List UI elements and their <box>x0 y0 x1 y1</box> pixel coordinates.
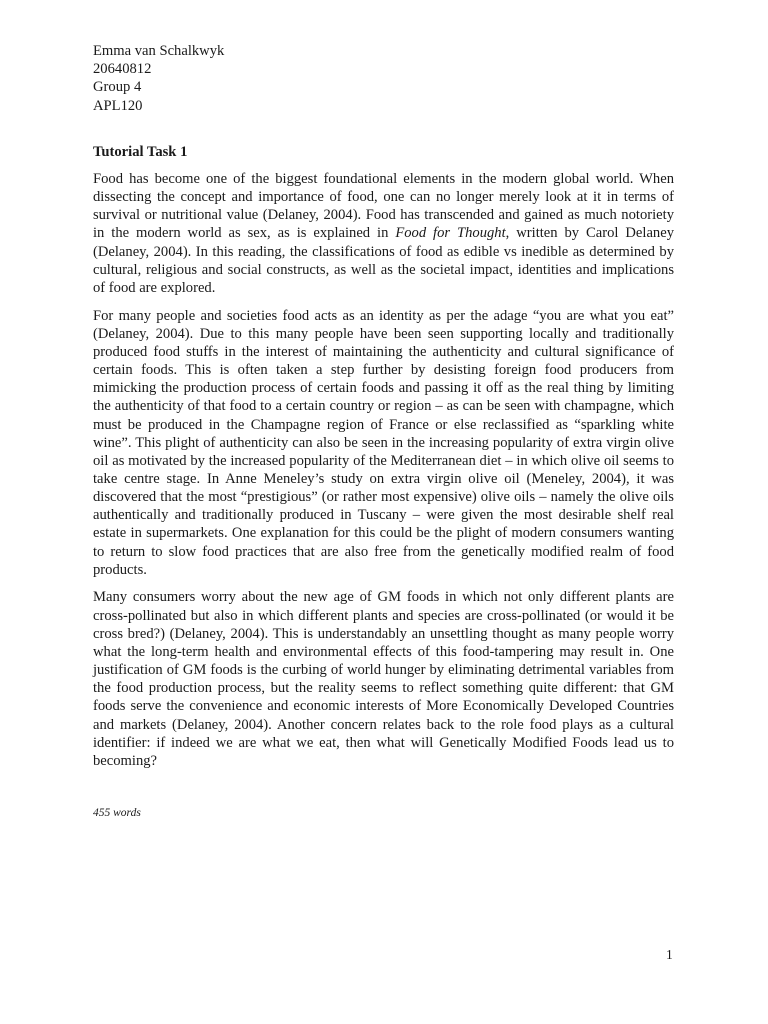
page-number: 1 <box>666 947 673 962</box>
word-count: 455 words <box>93 807 141 819</box>
course-code: APL120 <box>93 97 143 114</box>
paragraph-1-before: Food has become one of the biggest foundational elements in the modern global world. When dissecting the concept and importance of food, one can no longer merely look at it in terms of survival or nutritional value (Delaney, 2004). Food has transcended and gained as much notoriety in the modern world as sex, as is explained in <box>93 171 674 242</box>
group-label: Group 4 <box>93 79 142 96</box>
book-title: Food for Thought <box>395 225 506 242</box>
author-header <box>93 42 224 115</box>
author-name: Emma van Schalkwyk <box>93 43 225 59</box>
body-text <box>93 170 674 780</box>
paragraph-2: For many people and societies food acts as an identity as per the adage “you are what you eat” (Delaney, 2004). Due to this many people have been seen supporting locally and traditionally produced food stuffs in the interest of maintaining the authenticity and cultural significance of certain foods. This is often taken a step further by desisting foreign food producers from mimicking the production process of certain foods and passing it off as the real thing by limiting the authenticity of that food to a certain country or region – as can be seen with champagne, which must be produced in the Champagne region of France or else reclassified as “sparkling white wine”. This plight of authenticity can also be seen in the increasing popularity of extra virgin olive oil as motivated by the increased popularity of the Mediterranean diet – in which olive oil seems to take centre stage. In Anne Meneley’s study on extra virgin olive oil (Meneley, 2004), it was discovered that the most “prestigious” (or rather most expensive) olive oils – namely the olive oils authentically and traditionally produced in Tuscany – were given the most desirable shelf real estate in supermarkets. One explanation for this could be the plight of modern consumers wanting to return to slow food practices that are also free from the genetically modified realm of food products. <box>93 307 674 578</box>
student-number: 20640812 <box>93 61 152 78</box>
paragraph-3: Many consumers worry about the new age of GM foods in which not only different plants are cross-pollinated but also in which different plants and species are cross-pollinated (or would it be cross bred?) (Delaney, 2004). This is understandably an unsettling thought as many people worry what the long-term health and environmental effects of this food-tampering may result in. One justification of GM foods is the curbing of world hunger by eliminating detrimental variables from the food production process, but the reality seems to reflect something quite different: that GM foods serve the convenience and economic interests of More Economically Developed Countries and markets (Delaney, 2004). Another concern relates back to the role food plays as a cultural identifier: if indeed we are what we eat, then what will Genetically Modified Foods lead us to becoming? <box>93 589 674 769</box>
document-title: Tutorial Task 1 <box>93 144 188 160</box>
paragraph-1 <box>93 170 674 297</box>
paragraph-1-after: , written by Carol Delaney (Delaney, 2004). In this reading, the classifications of food as edible vs inedible as determined by cultural, religious and social constructs, as well as the societal impact, identities and implications of food are explored. <box>93 225 675 296</box>
